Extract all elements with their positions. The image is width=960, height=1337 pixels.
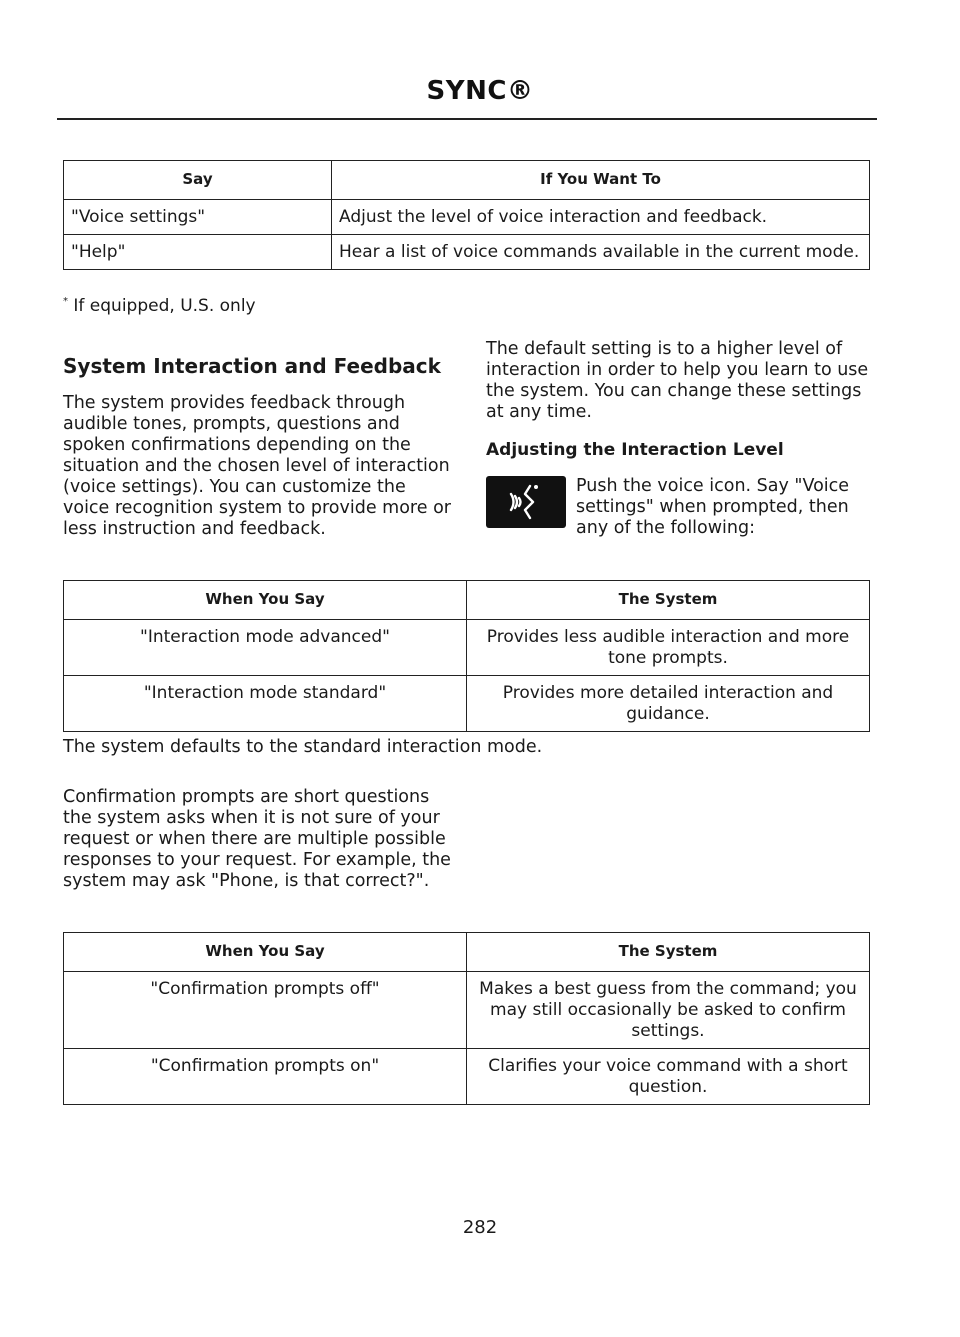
default-mode-text: The system defaults to the standard interaction mode. [63,737,543,757]
table-cell: "Confirmation prompts on" [64,1049,467,1105]
footnote [63,296,256,316]
confirmation-prompts-table [63,932,870,1105]
default-setting-text: The default setting is to a higher level of interaction in order to help you learn to use the system. You can change these settings at any time. [486,339,869,422]
table3-header-say: When You Say [64,933,467,972]
table-cell: Makes a best guess from the command; you may still occasionally be asked to confirm settings. [467,972,870,1049]
footnote-text: If equipped, U.S. only [68,296,256,316]
section-title: System Interaction and Feedback [63,354,441,378]
table2-header-system: The System [467,581,870,620]
subsection-title: Adjusting the Interaction Level [486,440,784,460]
table1-header-say: Say [64,161,332,200]
table-cell: Provides more detailed interaction and guidance. [467,676,870,732]
table-cell: Provides less audible interaction and more tone prompts. [467,620,870,676]
table-cell: "Help" [64,235,332,270]
table-cell: "Interaction mode advanced" [64,620,467,676]
table-row [64,620,870,676]
voice-commands-table [63,160,870,270]
footnote-mark: * [63,296,68,307]
confirmation-text: Confirmation prompts are short questions the system asks when it is not sure of your request or when there are multiple possible responses to your request. For example, the system may ask "Phone, is that correct?". [63,787,451,891]
table1-header-want: If You Want To [332,161,870,200]
section-intro: The system provides feedback through audible tones, prompts, questions and spoken confirmations depending on the situation and the chosen level of interaction (voice settings). You can customize the voice recognition system to provide more or less instruction and feedback. [63,393,451,539]
table3-header-system: The System [467,933,870,972]
table-cell: "Voice settings" [64,200,332,235]
table-row [64,235,870,270]
table-cell: Adjust the level of voice interaction and feedback. [332,200,870,235]
table-row [64,676,870,732]
table-cell: "Confirmation prompts off" [64,972,467,1049]
table2-header-say: When You Say [64,581,467,620]
page-number: 282 [462,1217,498,1238]
page-header-title: SYNC® [426,76,534,106]
table-cell: "Interaction mode standard" [64,676,467,732]
table-row [64,972,870,1049]
header-divider [57,118,877,120]
table-row [64,200,870,235]
table-cell: Clarifies your voice command with a short question. [467,1049,870,1105]
interaction-mode-table [63,580,870,732]
voice-command-icon [486,476,566,528]
voice-instruction: Push the voice icon. Say "Voice settings" when prompted, then any of the following: [576,476,850,538]
table-row [64,1049,870,1105]
table-cell: Hear a list of voice commands available in the current mode. [332,235,870,270]
